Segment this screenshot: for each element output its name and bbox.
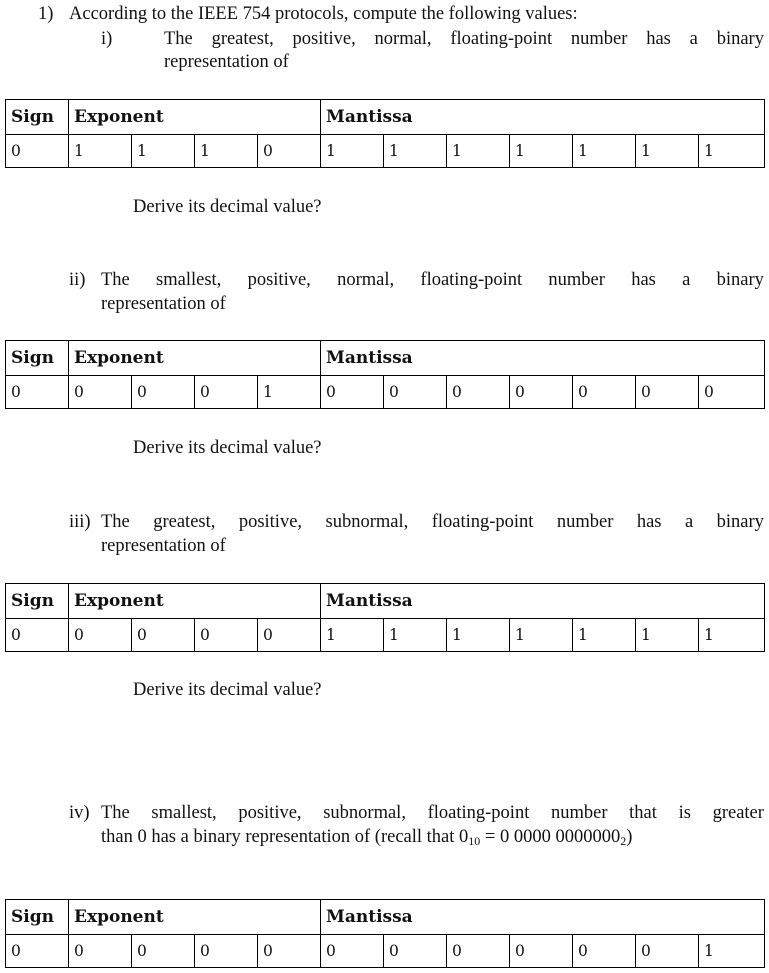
mantissa-bit: 1 [447, 135, 510, 168]
question-number: 1) [38, 4, 54, 24]
mantissa-header: Mantissa [321, 900, 765, 935]
mantissa-bit: 1 [510, 619, 573, 652]
part-iv-text-word: smallest, [151, 803, 217, 823]
exponent-bit: 0 [195, 619, 258, 652]
binary-zero-value: = 0 0000 0000000 [480, 827, 621, 847]
sign-header: Sign [6, 584, 69, 619]
part-i-text-word: binary [716, 29, 764, 49]
exponent-header: Exponent [69, 584, 321, 619]
zero-value: 0 [459, 827, 469, 847]
part-ii-text-word: number [548, 270, 605, 290]
part-ii-text-word: has [631, 270, 656, 290]
mantissa-bit: 1 [699, 935, 765, 968]
part-label-ii: ii) [69, 270, 86, 290]
exponent-bit: 0 [258, 935, 321, 968]
part-i-text-word: The [164, 29, 193, 49]
part-i-text-word: number [570, 29, 628, 49]
part-i-text-word: has [646, 29, 671, 49]
part-iv-text-word: floating-point [427, 803, 530, 823]
mantissa-header: Mantissa [321, 584, 765, 619]
part-iii-text-word: positive, [238, 512, 303, 532]
base-2-subscript: 2 [620, 834, 627, 848]
sign-bit: 0 [6, 135, 69, 168]
exponent-bit: 0 [195, 376, 258, 409]
exponent-bit: 0 [132, 619, 195, 652]
part-iii-text-word: a [684, 512, 694, 532]
exponent-bit: 0 [132, 376, 195, 409]
mantissa-bit: 0 [573, 376, 636, 409]
part-i-text-word: a [689, 29, 698, 49]
part-ii-text-word: a [682, 270, 691, 290]
part-iii-line1 [101, 511, 764, 533]
closing-paren: ) [626, 827, 633, 847]
part-ii-text-word: binary [716, 270, 764, 290]
mantissa-bit: 1 [510, 135, 573, 168]
part-ii-text-word: The [101, 270, 130, 290]
exponent-bit: 0 [69, 376, 132, 409]
mantissa-bit: 1 [573, 135, 636, 168]
part-i-text-word: greatest, [211, 29, 274, 49]
part-ii-line2: representation of [101, 294, 226, 314]
part-iii-line2: representation of [101, 536, 226, 556]
mantissa-bit: 0 [699, 376, 765, 409]
exponent-bit: 0 [132, 935, 195, 968]
part-iv-line2 [101, 826, 632, 852]
exponent-bit: 0 [258, 135, 321, 168]
mantissa-bit: 0 [573, 935, 636, 968]
exponent-header: Exponent [69, 341, 321, 376]
mantissa-bit: 0 [510, 935, 573, 968]
part-ii-text-word: floating-point [420, 270, 523, 290]
part-iii-text-word: subnormal, [325, 512, 409, 532]
derive-prompt-ii: Derive its decimal value? [133, 438, 322, 458]
part-iv-text-word: The [101, 803, 130, 823]
mantissa-header: Mantissa [321, 100, 765, 135]
question-intro: According to the IEEE 754 protocols, compute the following values: [69, 4, 578, 24]
exponent-bit: 1 [132, 135, 195, 168]
mantissa-bit: 0 [447, 376, 510, 409]
mantissa-bit: 1 [384, 135, 447, 168]
exponent-bit: 1 [69, 135, 132, 168]
sign-bit: 0 [6, 619, 69, 652]
part-iv-text-word: that [629, 803, 657, 823]
mantissa-bit: 1 [573, 619, 636, 652]
part-iii-text-word: greatest, [153, 512, 216, 532]
part-ii-text-word: smallest, [156, 270, 222, 290]
exponent-bit: 1 [195, 135, 258, 168]
exponent-bit: 0 [69, 935, 132, 968]
mantissa-bit: 0 [321, 376, 384, 409]
mantissa-bit: 0 [384, 376, 447, 409]
part-i-text-word: positive, [292, 29, 356, 49]
derive-prompt-i: Derive its decimal value? [133, 197, 322, 217]
part-label-i: i) [101, 29, 113, 49]
mantissa-header: Mantissa [321, 341, 765, 376]
mantissa-bit: 1 [699, 135, 765, 168]
part-iv-line1 [101, 802, 764, 824]
mantissa-bit: 1 [384, 619, 447, 652]
mantissa-bit: 1 [636, 135, 699, 168]
part-i-text-word: floating-point [450, 29, 553, 49]
base-10-subscript: 10 [468, 834, 481, 848]
part-label-iii: iii) [69, 512, 91, 532]
part-iv-text-word: subnormal, [323, 803, 406, 823]
part-ii-text-word: positive, [247, 270, 311, 290]
exponent-bit: 0 [258, 619, 321, 652]
sign-header: Sign [6, 341, 69, 376]
mantissa-bit: 1 [321, 619, 384, 652]
mantissa-bit: 1 [447, 619, 510, 652]
part-iii-text-word: floating-point [431, 512, 534, 532]
part-ii-text-word: normal, [337, 270, 395, 290]
sign-bit: 0 [6, 935, 69, 968]
part-i-text-word: normal, [374, 29, 432, 49]
sign-bit: 0 [6, 376, 69, 409]
mantissa-bit: 0 [384, 935, 447, 968]
mantissa-bit: 0 [636, 935, 699, 968]
bit-table-iv [5, 899, 765, 968]
exponent-bit: 1 [258, 376, 321, 409]
exponent-header: Exponent [69, 100, 321, 135]
bit-table-ii [5, 340, 765, 409]
part-iii-text-word: binary [716, 512, 764, 532]
sign-header: Sign [6, 900, 69, 935]
part-ii-line1 [101, 269, 764, 291]
exponent-header: Exponent [69, 900, 321, 935]
part-iv-text-word: number [551, 803, 608, 823]
part-iv-text-word: greater [712, 803, 764, 823]
sign-header: Sign [6, 100, 69, 135]
part-iii-text-word: number [556, 512, 614, 532]
part-iii-text-word: has [636, 512, 662, 532]
mantissa-bit: 1 [321, 135, 384, 168]
exponent-bit: 0 [69, 619, 132, 652]
part-i-line2: representation of [164, 52, 289, 72]
part-i-line1 [164, 28, 764, 50]
mantissa-bit: 0 [510, 376, 573, 409]
part-iv-line2-text: than 0 has a binary representation of (recall that [101, 827, 460, 847]
mantissa-bit: 1 [636, 619, 699, 652]
exponent-bit: 0 [195, 935, 258, 968]
bit-table-iii [5, 583, 765, 652]
part-iii-text-word: The [101, 512, 130, 532]
part-iv-text-word: positive, [238, 803, 302, 823]
mantissa-bit: 0 [321, 935, 384, 968]
mantissa-bit: 1 [699, 619, 765, 652]
bit-table-i [5, 99, 765, 168]
part-iv-text-word: is [678, 803, 691, 823]
mantissa-bit: 0 [447, 935, 510, 968]
derive-prompt-iii: Derive its decimal value? [133, 680, 322, 700]
mantissa-bit: 0 [636, 376, 699, 409]
part-label-iv: iv) [69, 803, 90, 823]
